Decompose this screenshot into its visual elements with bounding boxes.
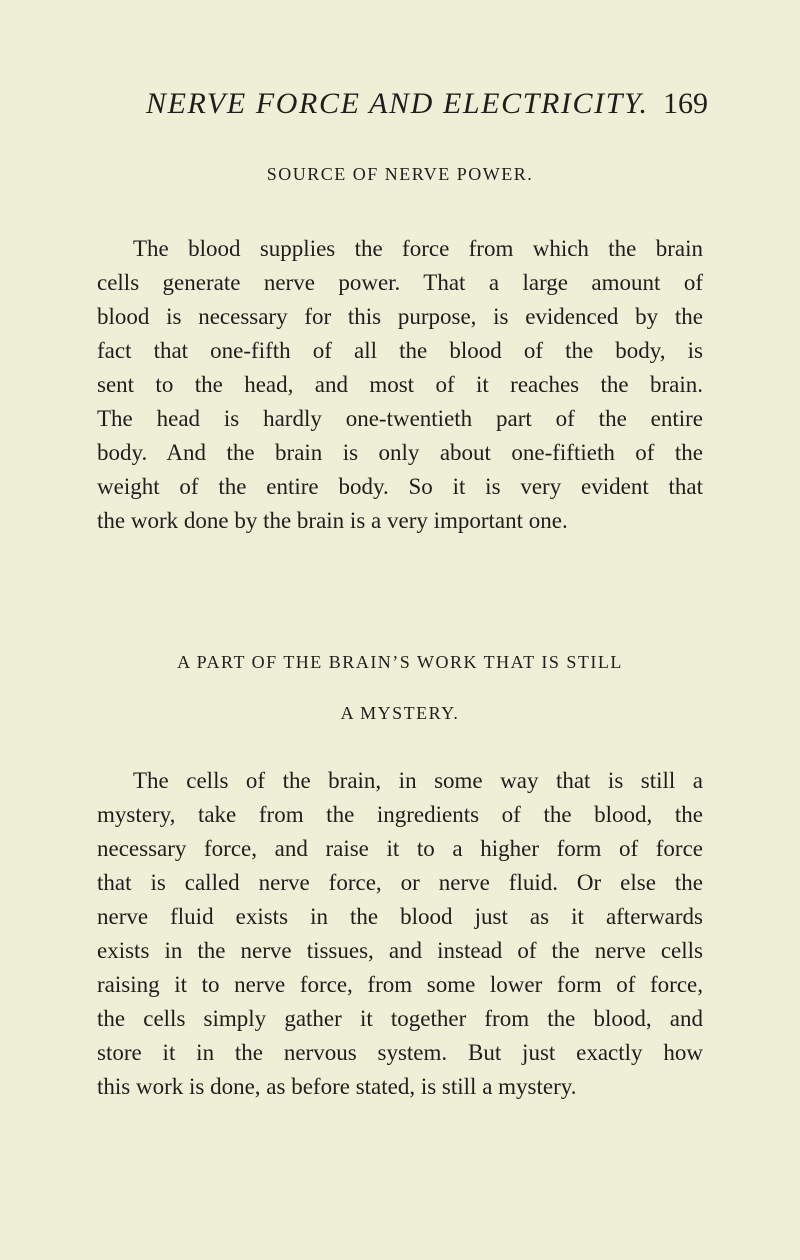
section-heading-brain-work-mystery: A PART OF THE BRAIN’S WORK THAT IS STILL (177, 652, 623, 672)
text-line: necessary force, and raise it to a higher form of force (97, 836, 703, 861)
text-line: fact that one-fifth of all the blood of the body, is (97, 338, 703, 363)
paragraph-brain-mystery (97, 764, 703, 1104)
section-heading-brain-work-mystery-continued: A MYSTERY. (340, 703, 460, 723)
section-heading-source-of-nerve-power: SOURCE OF NERVE POWER. (266, 164, 534, 184)
text-line: that is called nerve force, or nerve fluid. Or else the (97, 870, 703, 895)
text-line: mystery, take from the ingredients of the blood, the (97, 802, 703, 827)
text-line: exists in the nerve tissues, and instead of the nerve cells (97, 938, 703, 963)
text-line: raising it to nerve force, from some lower form of force, (97, 972, 703, 997)
running-title: NERVE FORCE AND ELECTRICITY. (146, 87, 649, 120)
text-line: weight of the entire body. So it is very evident that (97, 474, 703, 499)
text-line: the work done by the brain is a very important one. (97, 508, 568, 533)
text-line: The cells of the brain, in some way that is still a (133, 768, 703, 793)
text-line: cells generate nerve power. That a large amount of (97, 270, 703, 295)
running-head (146, 86, 708, 122)
page-number: 169 (663, 87, 708, 120)
text-line: this work is done, as before stated, is still a mystery. (97, 1074, 577, 1099)
text-line: nerve fluid exists in the blood just as it afterwards (97, 904, 703, 929)
text-line: blood is necessary for this purpose, is evidenced by the (97, 304, 703, 329)
text-line: store it in the nervous system. But just exactly how (97, 1040, 703, 1065)
text-line: The blood supplies the force from which the brain (133, 236, 703, 261)
text-line: body. And the brain is only about one-fiftieth of the (97, 440, 703, 465)
text-line: sent to the head, and most of it reaches the brain. (97, 372, 703, 397)
paragraph-nerve-power (97, 232, 703, 538)
text-line: The head is hardly one-twentieth part of the entire (97, 406, 703, 431)
text-line: the cells simply gather it together from the blood, and (97, 1006, 703, 1031)
